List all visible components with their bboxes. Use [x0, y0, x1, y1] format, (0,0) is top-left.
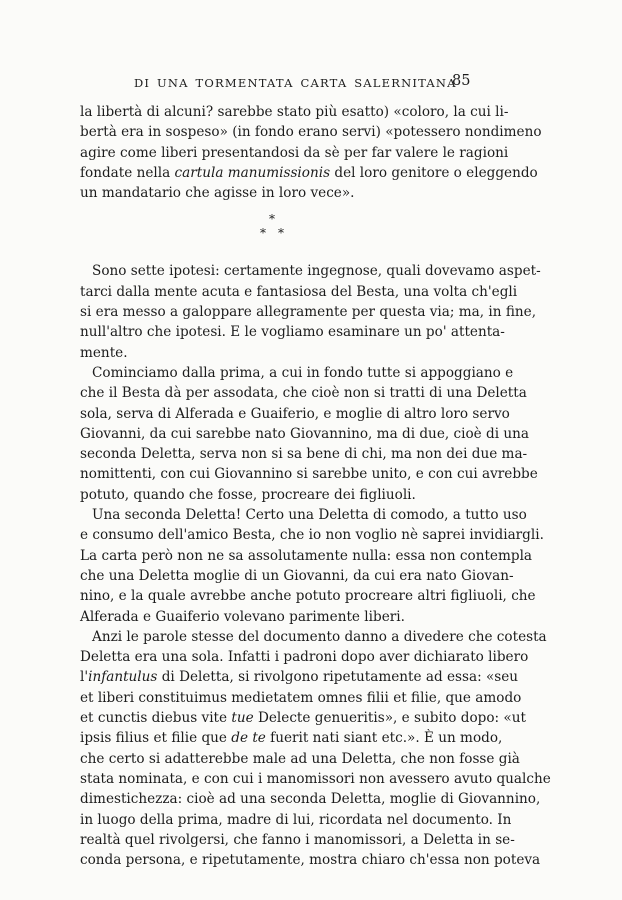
- text-run: ipsis filius et filie que: [80, 730, 232, 747]
- text-line: realtà quel rivolgersi, che fanno i manomissori, a Deletta in se-: [80, 831, 515, 848]
- text-line: e consumo dell'amico Besta, che io non voglio nè saprei invidiargli.: [80, 527, 544, 544]
- text-run: et cunctis diebus vite: [80, 710, 232, 727]
- page-number: 85: [452, 73, 471, 89]
- text-line: nomittenti, con cui Giovannino si sarebbe unito, e con cui avrebbe: [80, 466, 538, 483]
- text-line: [80, 708, 526, 728]
- text-line: si era messo a galoppare allegramente per questa via; ma, in fine,: [80, 304, 537, 321]
- text-line: mente.: [80, 344, 128, 361]
- section-asterism: [80, 203, 469, 261]
- text-line: che una Deletta moglie di un Giovanni, da cui era nato Giovan-: [80, 567, 514, 584]
- text-line: la libertà di alcuni? sarebbe stato più esatto) «coloro, la cui li-: [80, 104, 509, 120]
- text-line: nino, e la quale avrebbe anche potuto procreare altri figliuoli, che: [80, 588, 536, 605]
- italic-phrase: cartula manumissionis: [174, 164, 331, 181]
- text-line: stata nominata, e con cui i manomissori non avessero avuto qualche: [80, 770, 551, 787]
- text-line: Alferada e Guaiferio volevano parimente liberi.: [80, 608, 405, 625]
- text-run: l': [80, 669, 89, 686]
- text-line: sola, serva di Alferada e Guaiferio, e moglie di altro loro servo: [80, 405, 510, 422]
- text-line: [80, 163, 538, 183]
- text-run: del loro genitore o eleggendo: [330, 164, 538, 181]
- text-line: Sono sette ipotesi: certamente ingegnose, quali dovevamo aspet-: [92, 263, 541, 280]
- text-line: Una seconda Deletta! Certo una Deletta di comodo, a tutto uso: [92, 507, 527, 524]
- italic-phrase: de te: [231, 730, 266, 747]
- text-line: [80, 667, 519, 687]
- text-line: tarci dalla mente acuta e fantasiosa del Besta, una volta ch'egli: [80, 283, 518, 300]
- text-line: che certo si adatterebbe male ad una Deletta, che non fosse già: [80, 750, 520, 767]
- text-line: Giovanni, da cui sarebbe nato Giovannino, ma di due, cioè di una: [80, 425, 529, 442]
- text-line: Deletta era una sola. Infatti i padroni dopo aver dichiarato libero: [80, 649, 529, 666]
- text-run: fuerit nati siant etc.». È un modo,: [265, 730, 503, 747]
- body-text: [80, 102, 551, 870]
- text-run: fondate nella: [80, 164, 175, 181]
- text-run: Delecte genueritis», e subito dopo: «ut: [253, 710, 526, 727]
- text-line: bertà era in sospeso» (in fondo erano servi) «potessero nondimeno: [80, 124, 542, 141]
- asterism-star: *: [260, 226, 266, 241]
- text-line: seconda Deletta, serva non si sa bene di chi, ma non dei due ma-: [80, 446, 528, 463]
- text-line: un mandatario che agisse in loro vece».: [80, 185, 355, 202]
- asterism-star: *: [278, 226, 284, 241]
- running-head: DI UNA TORMENTATA CARTA SALERNITANA: [134, 76, 457, 90]
- text-line: potuto, quando che fosse, procreare dei figliuoli.: [80, 486, 416, 503]
- text-line: agire come liberi presentandosi da sè per far valere le ragioni: [80, 144, 509, 161]
- text-line: che il Besta dà per assodata, che cioè non si tratti di una Deletta: [80, 385, 527, 402]
- text-line: [80, 728, 503, 748]
- text-line: La carta però non ne sa assolutamente nulla: essa non contempla: [80, 547, 533, 564]
- text-run: di Deletta, si rivolgono ripetutamente ad essa: «seu: [157, 669, 519, 686]
- text-line: null'altro che ipotesi. E le vogliamo esaminare un po' attenta-: [80, 324, 505, 341]
- text-line: dimestichezza: cioè ad una seconda Deletta, moglie di Giovannino,: [80, 791, 541, 808]
- text-line: Cominciamo dalla prima, a cui in fondo tutte si appoggiano e: [92, 364, 514, 381]
- text-line: et liberi constituimus medietatem omnes filii et filie, que amodo: [80, 689, 522, 706]
- text-line: Anzi le parole stesse del documento danno a divedere che cotesta: [92, 628, 547, 645]
- asterism-star: *: [269, 212, 275, 227]
- text-line: in luogo della prima, madre di lui, ricordata nel documento. In: [80, 811, 512, 828]
- italic-phrase: infantulus: [88, 669, 158, 686]
- italic-phrase: tue: [231, 710, 254, 727]
- text-line: conda persona, e ripetutamente, mostra chiaro ch'essa non poteva: [80, 852, 541, 869]
